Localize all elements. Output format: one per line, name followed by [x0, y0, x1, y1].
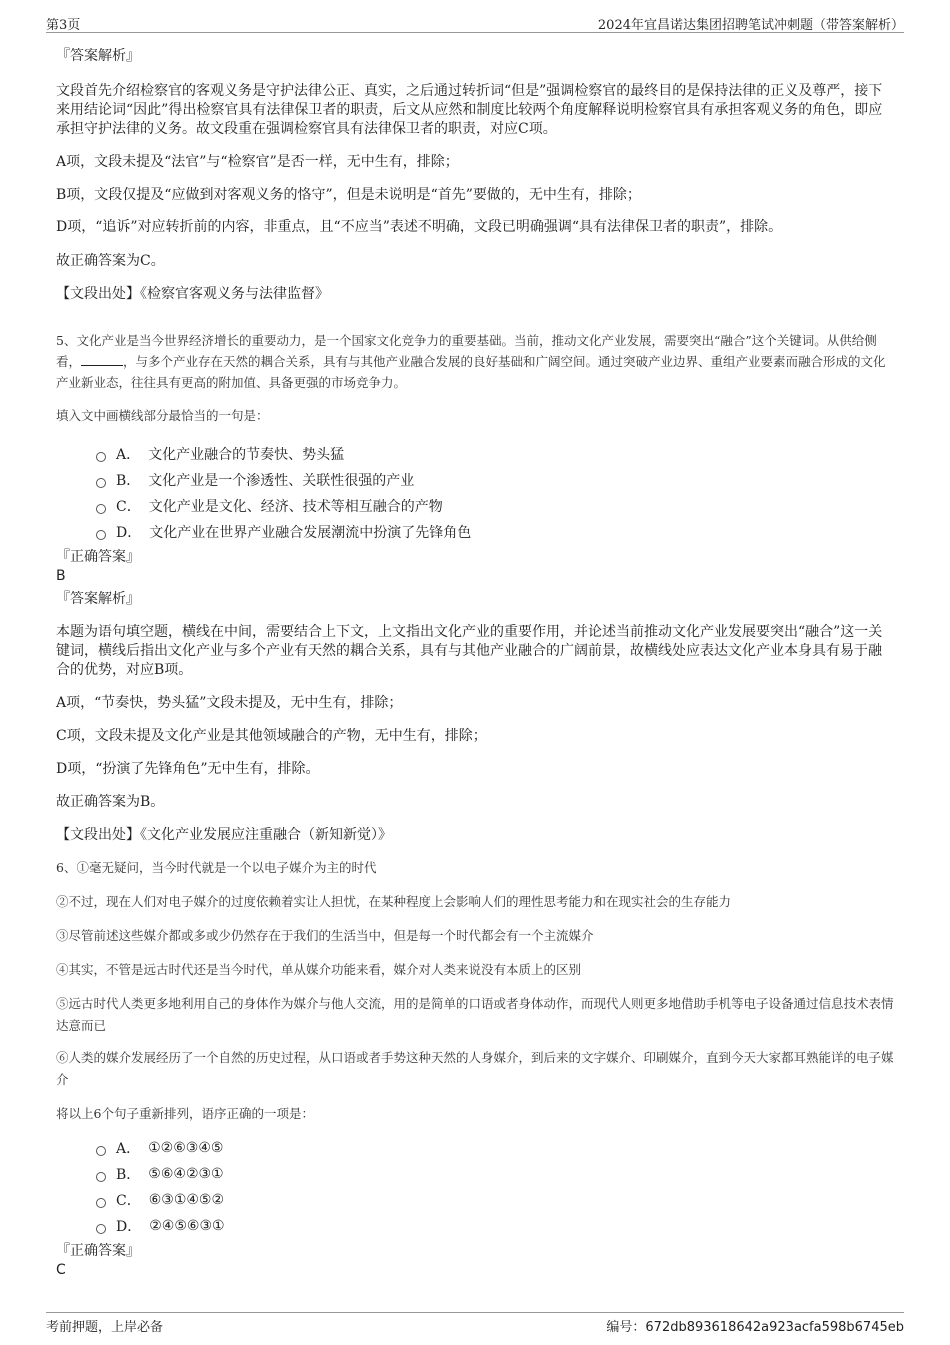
page-header — [46, 14, 904, 33]
q5-source: 【文段出处】《文化产业发展应注重融合（新知新觉）》 — [56, 827, 392, 843]
page-number: 第3页 — [46, 18, 81, 33]
q6-option-d[interactable]: D． ②④⑤⑥③① — [96, 1213, 894, 1239]
q6-answer-tag: 『正确答案』 — [56, 1243, 140, 1259]
radio-icon[interactable] — [96, 1198, 106, 1208]
q6-sentence-3: ③尽管前述这些媒介都或多或少仍然存在于我们的生活当中，但是每一个时代都会有一个主流媒介 — [56, 928, 594, 943]
page-footer — [46, 1312, 904, 1335]
q5-prompt: 填入文中画横线部分最恰当的一句是： — [56, 408, 269, 423]
radio-icon[interactable] — [96, 504, 106, 514]
q4-analysis-option-a: A项，文段未提及“法官”与“检察官”是否一样，无中生有，排除； — [56, 154, 459, 170]
q4-conclusion: 故正确答案为C。 — [56, 253, 165, 269]
q5-analysis-option-d: D项，“扮演了先锋角色”无中生有，排除。 — [56, 761, 320, 777]
q5-stem-part1: 5、文化产业是当今世界经济增长的重要动力，是一个国家文化竞争力的重要基础。当前，推动文化产业发展，需要突出“融合”这个关键词。从供给侧看， — [56, 333, 877, 369]
q6-prompt: 将以上6个句子重新排列，语序正确的一项是： — [56, 1106, 314, 1121]
q6-option-c[interactable]: C． ⑥③①④⑤② — [96, 1187, 894, 1213]
radio-icon[interactable] — [96, 1224, 106, 1234]
q5-analysis-paragraph: 本题为语句填空题，横线在中间，需要结合上下文，上文指出文化产业的重要作用，并论述当前推动文化产业发展要突出“融合”这一关键词，横线后指出文化产业与多个产业有天然的耦合关系，具有与其他产业融合的广阔前景，故横线处应表达文化产业本身具有易于融合的优势，对应B项。 — [56, 624, 883, 678]
q5-options — [56, 441, 894, 545]
q5-conclusion: 故正确答案为B。 — [56, 794, 165, 810]
q6-answer: C — [56, 1262, 66, 1278]
q5-analysis-option-a: A项，“节奏快，势头猛”文段未提及，无中生有，排除； — [56, 695, 403, 711]
q5-answer-tag: 『正确答案』 — [56, 549, 140, 565]
q5-analysis-option-c: C项，文段未提及文化产业是其他领域融合的产物，无中生有，排除； — [56, 728, 487, 744]
page-content — [56, 46, 894, 1279]
q4-analysis-option-d: D项，“追诉”对应转折前的内容，非重点，且“不应当”表述不明确，文段已明确强调“具有法律保卫者的职责”，排除。 — [56, 219, 783, 235]
q6-sentence-6: ⑥人类的媒介发展经历了一个自然的历史过程，从口语或者手势这种天然的人身媒介，到后来的文字媒介、印刷媒介，直到今天大家都耳熟能详的电子媒介 — [56, 1050, 894, 1087]
radio-icon[interactable] — [96, 478, 106, 488]
q6-sentence-1: 6、①毫无疑问，当今时代就是一个以电子媒介为主的时代 — [56, 860, 377, 875]
q4-analysis-tag: 『答案解析』 — [56, 48, 140, 64]
radio-icon[interactable] — [96, 1146, 106, 1156]
q6-sentence-2: ②不过，现在人们对电子媒介的过度依赖着实让人担忧，在某种程度上会影响人们的理性思考能力和在现实社会的生存能力 — [56, 894, 732, 909]
q4-analysis-option-b: B项，文段仅提及“应做到对客观义务的恪守”，但是未说明是“首先”要做的，无中生有，排除； — [56, 187, 641, 203]
q5-answer: B — [56, 568, 66, 584]
q5-stem-part2: ，与多个产业存在天然的耦合关系，具有与其他产业融合发展的良好基础和广阔空间。通过突破产业边界、重组产业要素而融合形成的文化产业新业态，往往具有更高的附加值、具备更强的市场竞争力。 — [56, 354, 886, 390]
q6-option-a[interactable]: A． ①②⑥③④⑤ — [96, 1135, 894, 1161]
q4-analysis-paragraph: 文段首先介绍检察官的客观义务是守护法律公正、真实，之后通过转折词“但是”强调检察官的最终目的是保持法律的正义及尊严，接下来用结论词“因此”得出检察官具有法律保卫者的职责，后文从应然和制度比较两个角度解释说明检察官具有承担客观义务的角色，即应承担守护法律的义务。故文段重在强调检察官具有法律保卫者的职责，对应C项。 — [56, 83, 883, 137]
q6-option-b[interactable]: B． ⑤⑥④②③① — [96, 1161, 894, 1187]
q5-option-b[interactable]: B． 文化产业是一个渗透性、关联性很强的产业 — [96, 467, 894, 493]
radio-icon[interactable] — [96, 1172, 106, 1182]
q5-option-c[interactable]: C． 文化产业是文化、经济、技术等相互融合的产物 — [96, 493, 894, 519]
q6-options — [56, 1135, 894, 1239]
document-code: 编号：672db893618642a923acfa598b6745eb — [606, 1320, 904, 1335]
q6-sentence-5: ⑤远古时代人类更多地利用自己的身体作为媒介与他人交流，用的是简单的口语或者身体动作，而现代人则更多地借助手机等电子设备通过信息技术表情达意而已 — [56, 996, 894, 1033]
q5-option-d[interactable]: D． 文化产业在世界产业融合发展潮流中扮演了先锋角色 — [96, 519, 894, 545]
q5-blank-line — [81, 354, 123, 366]
radio-icon[interactable] — [96, 530, 106, 540]
q5-stem — [56, 330, 894, 393]
q5-analysis-tag: 『答案解析』 — [56, 591, 140, 607]
q6-sentence-4: ④其实，不管是远古时代还是当今时代，单从媒介功能来看，媒介对人类来说没有本质上的区别 — [56, 962, 582, 977]
footer-slogan: 考前押题，上岸必备 — [46, 1320, 164, 1335]
document-title: 2024年宜昌诺达集团招聘笔试冲刺题（带答案解析） — [597, 18, 904, 33]
radio-icon[interactable] — [96, 452, 106, 462]
q4-source: 【文段出处】《检察官客观义务与法律监督》 — [56, 286, 329, 302]
q5-option-a[interactable]: A． 文化产业融合的节奏快、势头猛 — [96, 441, 894, 467]
